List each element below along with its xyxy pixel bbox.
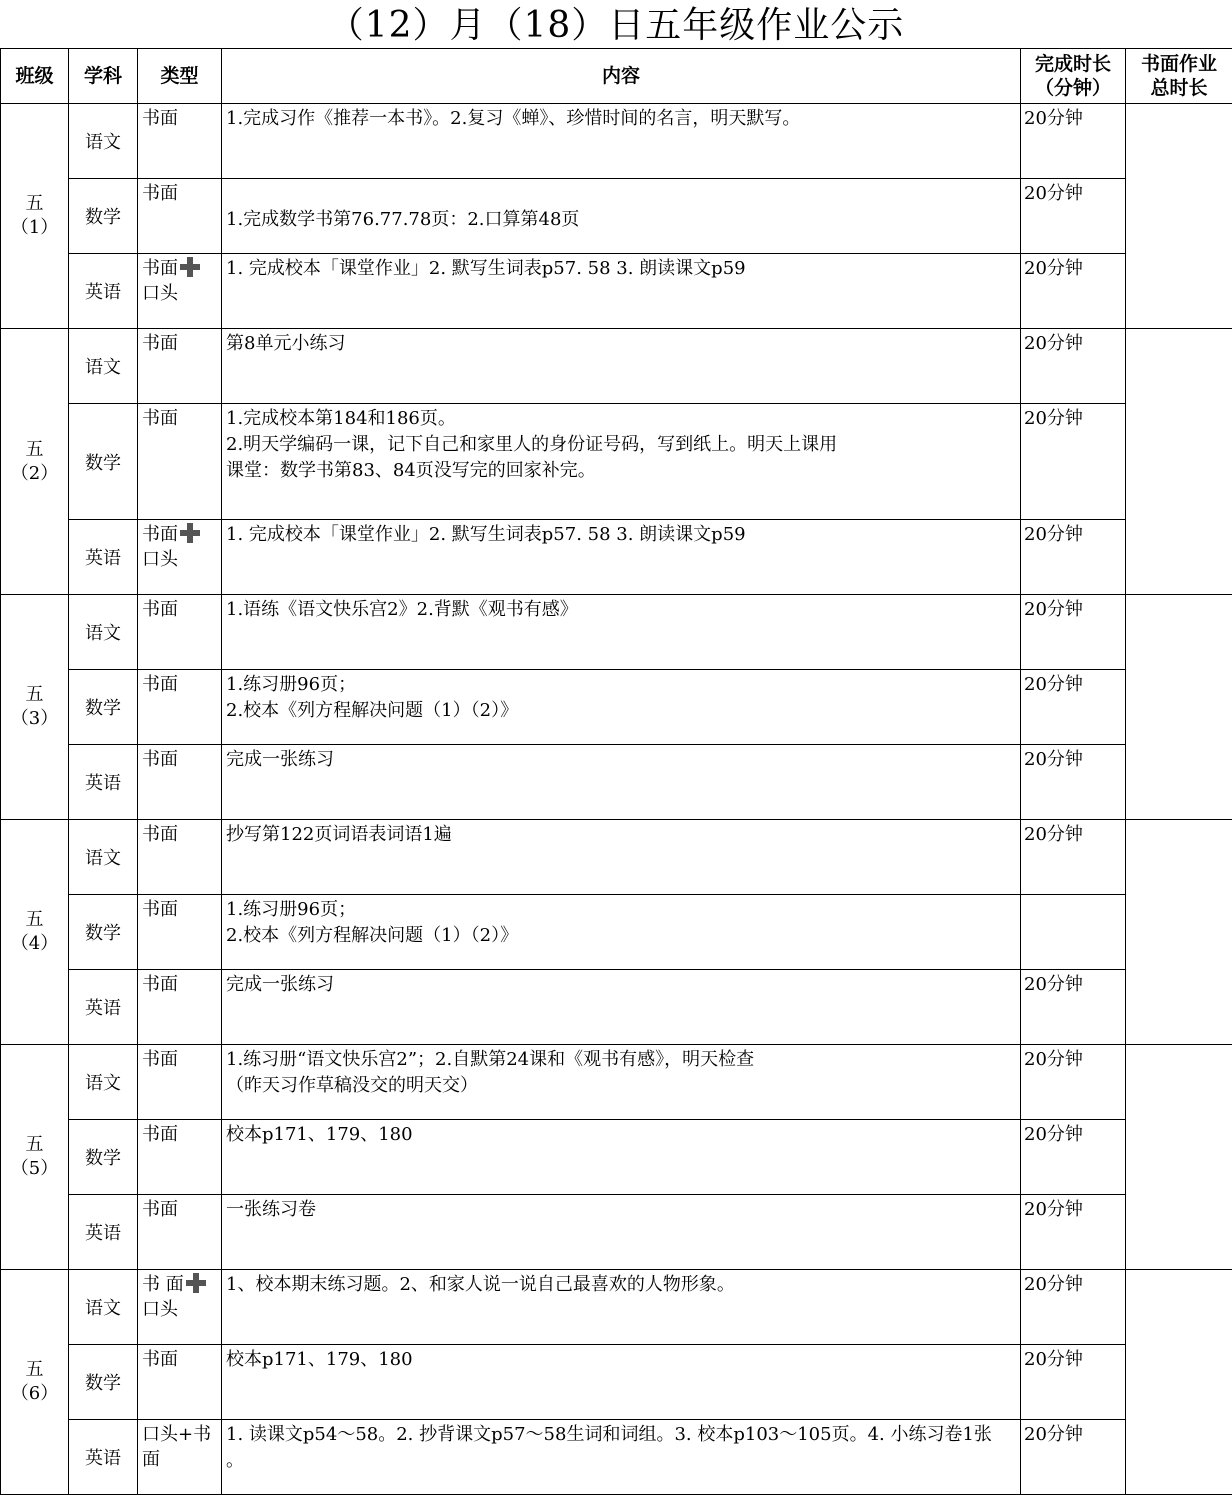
content-line: 1. 读课文p54～58。2. 抄背课文p57～58生词和词组。3. 校本p103～105页。4. 小练习卷1张 bbox=[226, 1422, 1020, 1448]
total-duration-cell bbox=[1126, 1045, 1232, 1270]
table-row bbox=[1, 104, 1232, 179]
duration-cell: 20分钟 bbox=[1021, 820, 1126, 895]
type-label: 书面 bbox=[142, 899, 178, 920]
subject-cell: 英语 bbox=[69, 520, 138, 595]
content-line: 抄写第122页词语表词语1遍 bbox=[226, 822, 1020, 848]
type-cell bbox=[138, 895, 222, 970]
content-cell bbox=[222, 895, 1021, 970]
type-label: 书 面 bbox=[142, 1274, 184, 1295]
type-label: 书面 bbox=[142, 824, 178, 845]
table-row bbox=[1, 895, 1232, 970]
type-label-2: 口头 bbox=[142, 1299, 178, 1320]
class-number: （6） bbox=[11, 1383, 58, 1404]
content-cell bbox=[222, 520, 1021, 595]
table-row bbox=[1, 1120, 1232, 1195]
type-cell bbox=[138, 820, 222, 895]
content-line: 1. 完成校本「课堂作业」2. 默写生词表p57. 58 3. 朗读课文p59 bbox=[226, 522, 1020, 548]
duration-cell: 20分钟 bbox=[1021, 329, 1126, 404]
content-line: 1.练习册96页； bbox=[226, 672, 1020, 698]
subject-cell: 语文 bbox=[69, 1270, 138, 1345]
subject-cell: 语文 bbox=[69, 1045, 138, 1120]
type-label-2: 口头 bbox=[142, 549, 178, 570]
total-duration-cell bbox=[1126, 820, 1232, 1045]
subject-cell: 英语 bbox=[69, 745, 138, 820]
content-cell bbox=[222, 745, 1021, 820]
subject-cell: 英语 bbox=[69, 254, 138, 329]
content-line: 1.语练《语文快乐宫2》2.背默《观书有感》 bbox=[226, 597, 1020, 623]
content-line: 2.校本《列方程解决问题（1）（2）》 bbox=[226, 923, 1020, 949]
total-duration-cell bbox=[1126, 1270, 1232, 1495]
header-subject: 学科 bbox=[69, 49, 138, 104]
plus-icon bbox=[180, 523, 200, 543]
class-grade: 五 bbox=[26, 909, 44, 930]
total-duration-cell bbox=[1126, 595, 1232, 820]
class-number: （2） bbox=[11, 463, 58, 484]
type-cell bbox=[138, 670, 222, 745]
subject-cell: 数学 bbox=[69, 404, 138, 520]
type-label: 书面 bbox=[142, 258, 178, 279]
class-grade: 五 bbox=[26, 1359, 44, 1380]
content-cell bbox=[222, 404, 1021, 520]
table-row bbox=[1, 404, 1232, 520]
table-row bbox=[1, 970, 1232, 1045]
class-number: （1） bbox=[11, 217, 58, 238]
type-label: 书面 bbox=[142, 108, 178, 129]
type-label: 口头+书 bbox=[142, 1424, 211, 1445]
plus-icon bbox=[186, 1273, 206, 1293]
subject-cell: 英语 bbox=[69, 1420, 138, 1495]
subject-cell: 英语 bbox=[69, 970, 138, 1045]
duration-cell bbox=[1021, 895, 1126, 970]
header-total-line1: 书面作业 bbox=[1141, 53, 1217, 75]
homework-table bbox=[0, 48, 1232, 1495]
type-label: 书面 bbox=[142, 1124, 178, 1145]
type-cell bbox=[138, 329, 222, 404]
header-class: 班级 bbox=[1, 49, 69, 104]
table-row bbox=[1, 820, 1232, 895]
type-label: 书面 bbox=[142, 524, 178, 545]
content-cell bbox=[222, 329, 1021, 404]
content-line: 。 bbox=[226, 1448, 1020, 1474]
content-cell bbox=[222, 1345, 1021, 1420]
type-label: 书面 bbox=[142, 974, 178, 995]
content-line: 1.练习册“语文快乐宫2”；2.自默第24课和《观书有感》，明天检查 bbox=[226, 1047, 1020, 1073]
content-cell bbox=[222, 1270, 1021, 1345]
type-cell bbox=[138, 1120, 222, 1195]
duration-cell: 20分钟 bbox=[1021, 179, 1126, 254]
subject-cell: 数学 bbox=[69, 1120, 138, 1195]
plus-icon bbox=[180, 257, 200, 277]
type-label-2: 口头 bbox=[142, 283, 178, 304]
class-cell bbox=[1, 104, 69, 329]
class-number: （4） bbox=[11, 933, 58, 954]
subject-cell: 语文 bbox=[69, 595, 138, 670]
type-label: 书面 bbox=[142, 1049, 178, 1070]
content-cell bbox=[222, 595, 1021, 670]
type-cell bbox=[138, 1045, 222, 1120]
class-grade: 五 bbox=[26, 1134, 44, 1155]
content-cell bbox=[222, 1120, 1021, 1195]
total-duration-cell bbox=[1126, 104, 1232, 329]
header-content: 内容 bbox=[222, 49, 1021, 104]
table-row bbox=[1, 1420, 1232, 1495]
subject-cell: 语文 bbox=[69, 104, 138, 179]
table-row bbox=[1, 254, 1232, 329]
duration-cell: 20分钟 bbox=[1021, 1045, 1126, 1120]
duration-cell: 20分钟 bbox=[1021, 104, 1126, 179]
type-cell bbox=[138, 1345, 222, 1420]
duration-cell: 20分钟 bbox=[1021, 404, 1126, 520]
header-row bbox=[1, 49, 1232, 104]
duration-cell: 20分钟 bbox=[1021, 1345, 1126, 1420]
type-cell bbox=[138, 1195, 222, 1270]
table-row bbox=[1, 670, 1232, 745]
type-label: 书面 bbox=[142, 408, 178, 429]
content-line: 2.校本《列方程解决问题（1）（2）》 bbox=[226, 698, 1020, 724]
header-type: 类型 bbox=[138, 49, 222, 104]
type-cell bbox=[138, 1270, 222, 1345]
header-total bbox=[1126, 49, 1232, 104]
duration-cell: 20分钟 bbox=[1021, 1420, 1126, 1495]
content-line: 课堂：数学书第83、84页没写完的回家补完。 bbox=[226, 458, 1020, 484]
table-row bbox=[1, 520, 1232, 595]
content-line: 1.完成校本第184和186页。 bbox=[226, 406, 1020, 432]
class-cell bbox=[1, 820, 69, 1045]
content-cell bbox=[222, 179, 1021, 254]
table-row bbox=[1, 1270, 1232, 1345]
content-line: 一张练习卷 bbox=[226, 1197, 1020, 1223]
class-cell bbox=[1, 595, 69, 820]
type-cell bbox=[138, 404, 222, 520]
table-row bbox=[1, 1045, 1232, 1120]
type-cell bbox=[138, 179, 222, 254]
table-row bbox=[1, 179, 1232, 254]
type-label: 书面 bbox=[142, 749, 178, 770]
duration-cell: 20分钟 bbox=[1021, 595, 1126, 670]
content-cell bbox=[222, 1195, 1021, 1270]
table-row bbox=[1, 1345, 1232, 1420]
table-row bbox=[1, 745, 1232, 820]
duration-cell: 20分钟 bbox=[1021, 1195, 1126, 1270]
content-line: 2.明天学编码一课，记下自己和家里人的身份证号码，写到纸上。明天上课用 bbox=[226, 432, 1020, 458]
duration-cell: 20分钟 bbox=[1021, 520, 1126, 595]
type-cell bbox=[138, 104, 222, 179]
duration-cell: 20分钟 bbox=[1021, 254, 1126, 329]
content-line: 1. 完成校本「课堂作业」2. 默写生词表p57. 58 3. 朗读课文p59 bbox=[226, 256, 1020, 282]
duration-cell: 20分钟 bbox=[1021, 670, 1126, 745]
content-line: 1.完成数学书第76.77.78页：2.口算第48页 bbox=[226, 207, 1020, 233]
header-duration-line2: （分钟） bbox=[1035, 77, 1111, 99]
subject-cell: 数学 bbox=[69, 1345, 138, 1420]
content-cell bbox=[222, 104, 1021, 179]
subject-cell: 语文 bbox=[69, 329, 138, 404]
type-label: 书面 bbox=[142, 1199, 178, 1220]
content-cell bbox=[222, 254, 1021, 329]
content-line: 1.练习册96页； bbox=[226, 897, 1020, 923]
type-label: 书面 bbox=[142, 183, 178, 204]
class-number: （3） bbox=[11, 708, 58, 729]
class-cell bbox=[1, 1270, 69, 1495]
subject-cell: 数学 bbox=[69, 895, 138, 970]
subject-cell: 语文 bbox=[69, 820, 138, 895]
type-label-2: 面 bbox=[142, 1449, 160, 1470]
duration-cell: 20分钟 bbox=[1021, 1120, 1126, 1195]
page-title: （12）月（18）日五年级作业公示 bbox=[0, 0, 1232, 48]
type-cell bbox=[138, 745, 222, 820]
subject-cell: 数学 bbox=[69, 179, 138, 254]
class-grade: 五 bbox=[26, 684, 44, 705]
content-cell bbox=[222, 970, 1021, 1045]
type-cell bbox=[138, 970, 222, 1045]
header-total-line2: 总时长 bbox=[1150, 77, 1207, 99]
content-line: 1.完成习作《推荐一本书》。2.复习《蝉》、珍惜时间的名言，明天默写。 bbox=[226, 106, 1020, 132]
type-label: 书面 bbox=[142, 674, 178, 695]
duration-cell: 20分钟 bbox=[1021, 970, 1126, 1045]
content-line: 完成一张练习 bbox=[226, 747, 1020, 773]
content-line bbox=[226, 181, 1020, 207]
class-cell bbox=[1, 329, 69, 595]
table-row bbox=[1, 1195, 1232, 1270]
type-cell bbox=[138, 595, 222, 670]
header-duration-line1: 完成时长 bbox=[1035, 53, 1111, 75]
content-cell bbox=[222, 670, 1021, 745]
type-cell bbox=[138, 1420, 222, 1495]
content-line: 1、校本期末练习题。2、和家人说一说自己最喜欢的人物形象。 bbox=[226, 1272, 1020, 1298]
type-label: 书面 bbox=[142, 1349, 178, 1370]
content-line: （昨天习作草稿没交的明天交） bbox=[226, 1073, 1020, 1099]
subject-cell: 英语 bbox=[69, 1195, 138, 1270]
type-cell bbox=[138, 520, 222, 595]
table-row bbox=[1, 595, 1232, 670]
class-grade: 五 bbox=[26, 193, 44, 214]
content-line: 第8单元小练习 bbox=[226, 331, 1020, 357]
total-duration-cell bbox=[1126, 329, 1232, 595]
class-cell bbox=[1, 1045, 69, 1270]
duration-cell: 20分钟 bbox=[1021, 1270, 1126, 1345]
header-duration bbox=[1021, 49, 1126, 104]
type-cell bbox=[138, 254, 222, 329]
content-line: 校本p171、179、180 bbox=[226, 1347, 1020, 1373]
type-label: 书面 bbox=[142, 599, 178, 620]
class-number: （5） bbox=[11, 1158, 58, 1179]
duration-cell: 20分钟 bbox=[1021, 745, 1126, 820]
content-cell bbox=[222, 1045, 1021, 1120]
class-grade: 五 bbox=[26, 439, 44, 460]
content-line: 校本p171、179、180 bbox=[226, 1122, 1020, 1148]
table-row bbox=[1, 329, 1232, 404]
content-cell bbox=[222, 1420, 1021, 1495]
content-cell bbox=[222, 820, 1021, 895]
content-line: 完成一张练习 bbox=[226, 972, 1020, 998]
type-label: 书面 bbox=[142, 333, 178, 354]
subject-cell: 数学 bbox=[69, 670, 138, 745]
